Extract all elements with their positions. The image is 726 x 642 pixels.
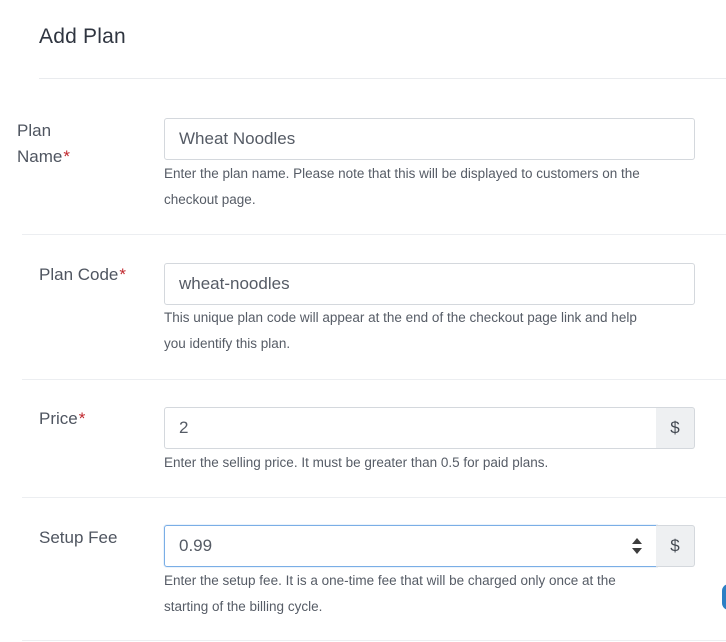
setup-fee-help (164, 568, 704, 620)
row-divider (22, 640, 726, 641)
price-help-line1: Enter the selling price. It must be greater than 0.5 for paid plans. (164, 455, 549, 470)
plan-name-help-line1: Enter the plan name. Please note that this will be displayed to customers on the (164, 166, 640, 181)
setup-fee-help-line1: Enter the setup fee. It is a one-time fee that will be charged only once at the (164, 573, 616, 588)
row-divider (22, 379, 726, 380)
plan-name-value: Wheat Noodles (179, 129, 296, 148)
row-divider (22, 497, 726, 498)
plan-name-input[interactable] (164, 118, 695, 160)
required-mark: * (119, 265, 127, 284)
panel-header (39, 25, 126, 49)
price-label-text: Price (39, 409, 78, 428)
plan-name-help (164, 161, 704, 213)
setup-fee-input[interactable] (164, 525, 657, 567)
stepper-down-icon[interactable] (632, 548, 642, 554)
setup-fee-help-line2: starting of the billing cycle. (164, 599, 323, 614)
price-label (39, 406, 149, 432)
plan-name-label-line1: Plan (17, 121, 52, 140)
required-mark: * (63, 147, 70, 166)
plan-code-help-line2: you identify this plan. (164, 336, 291, 351)
plan-name-help-line2: checkout page. (164, 192, 256, 207)
setup-fee-label (39, 525, 149, 551)
page-title: Add Plan (39, 25, 126, 48)
price-input[interactable] (164, 407, 657, 449)
setup-fee-value: 0.99 (179, 536, 213, 555)
plan-code-label (39, 262, 169, 288)
dollar-icon: $ (670, 536, 680, 555)
plan-name-label-line2: Name (17, 147, 63, 166)
plan-code-value: wheat-noodles (179, 274, 290, 293)
row-divider (22, 234, 726, 235)
required-mark: * (78, 409, 86, 428)
setup-fee-label-text: Setup Fee (39, 528, 118, 547)
setup-fee-currency-addon (656, 525, 695, 567)
price-help (164, 450, 704, 476)
plan-code-input[interactable] (164, 263, 695, 305)
stepper-up-icon[interactable] (632, 538, 642, 544)
header-divider (39, 78, 726, 79)
price-currency-addon (656, 407, 695, 449)
price-value: 2 (179, 418, 189, 437)
plan-code-help (164, 305, 704, 357)
number-stepper[interactable] (632, 538, 642, 554)
plan-code-label-text: Plan Code (39, 265, 119, 284)
dollar-icon: $ (670, 418, 680, 437)
scroll-indicator[interactable] (722, 584, 726, 610)
plan-name-label (17, 118, 127, 170)
plan-code-help-line1: This unique plan code will appear at the end of the checkout page link and help (164, 310, 637, 325)
